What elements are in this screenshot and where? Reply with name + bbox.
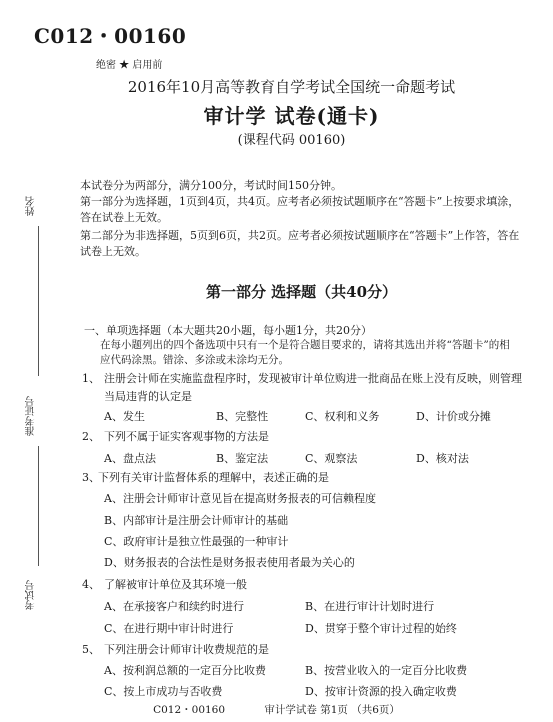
option-b: B、完整性 (216, 410, 269, 423)
option-a: A、按利润总额的一定百分比收费 (104, 664, 266, 677)
question-number: 3、 (82, 471, 100, 484)
option-c: C、权利和义务 (305, 410, 380, 423)
question-text: 注册会计师在实施监盘程序时，发现被审计单位购进一批商品在账上没有反映，则管理当局违背的认定是 (104, 372, 522, 403)
question-number: 2、 (82, 430, 100, 443)
option-d: D、核对法 (416, 452, 469, 465)
option-a: A、盘点法 (104, 452, 156, 465)
footer-code: C012・00160 (153, 704, 226, 716)
question-number: 5、 (82, 643, 100, 656)
option-b: B、按营业收入的一定百分比收费 (305, 664, 468, 677)
footer-page: 审计学试卷 第1页 （共6页） (264, 704, 400, 716)
side-label-name: 姓名 (26, 196, 37, 216)
course-code: (课程代码 00160) (237, 133, 346, 148)
instruction-1: 本试卷分为两部分，满分100分，考试时间150分钟。 (80, 179, 342, 192)
side-label-venue: 考试号 (26, 580, 37, 610)
exam-title: 2016年10月高等教育自学考试全国统一命题考试 (127, 78, 456, 96)
question-text: 下列不属于证实客观事物的方法是 (104, 430, 269, 443)
option-c: C、政府审计是独立性最强的一种审计 (104, 535, 289, 548)
subject-title: 审计学 试卷(通卡) (203, 104, 380, 128)
section-description: 在每小题列出的四个备选项中只有一个是符合题目要求的，请将其选出并将“答题卡”的相应代码涂黑。错涂、多涂或未涂均无分。 (100, 339, 510, 366)
question-number: 1、 (82, 372, 100, 385)
option-a: A、在承接客户和续约时进行 (104, 600, 244, 613)
option-c: C、在进行期中审计时进行 (104, 622, 234, 635)
side-line-ticket (38, 446, 39, 566)
paper-code: C012・00160 (34, 24, 187, 48)
option-a: A、发生 (104, 410, 145, 423)
question-text: 了解被审计单位及其环境一般 (104, 578, 247, 591)
page-footer (0, 702, 553, 717)
option-d: D、贯穿于整个审计过程的始终 (305, 622, 457, 635)
option-d: D、计价或分摊 (416, 410, 491, 423)
option-b: B、鉴定法 (216, 452, 269, 465)
option-c: C、观察法 (305, 452, 358, 465)
option-c: C、按上市成功与否收费 (104, 685, 223, 698)
question-number: 4、 (82, 578, 100, 591)
option-b: B、内部审计是注册会计师审计的基础 (104, 514, 289, 527)
secret-mark: 绝密 ★ 启用前 (96, 60, 163, 71)
side-label-ticket: 准考证号 (26, 396, 37, 436)
part-title: 第一部分 选择题（共40分） (205, 283, 398, 301)
question-text: 下列注册会计师审计收费规范的是 (104, 643, 269, 656)
instruction-3: 第二部分为非选择题，5页到6页，共2页。应考者必须按试题顺序在“答题卡”上作答，答在试卷上无效。 (80, 229, 520, 258)
option-a: A、注册会计师审计意见旨在提高财务报表的可信赖程度 (104, 492, 376, 505)
question-text: 下列有关审计监督体系的理解中，表述正确的是 (98, 471, 329, 484)
option-d: D、按审计资源的投入确定收费 (305, 685, 457, 698)
section-heading: 一、单项选择题（本大题共20小题，每小题1分，共20分） (84, 324, 372, 337)
option-b: B、在进行审计计划时进行 (305, 600, 435, 613)
instruction-2: 第一部分为选择题，1页到4页，共4页。应考者必须按试题顺序在“答题卡”上按要求填涂，答在试卷上无效。 (80, 195, 520, 224)
option-d: D、财务报表的合法性是财务报表使用者最为关心的 (104, 556, 355, 569)
